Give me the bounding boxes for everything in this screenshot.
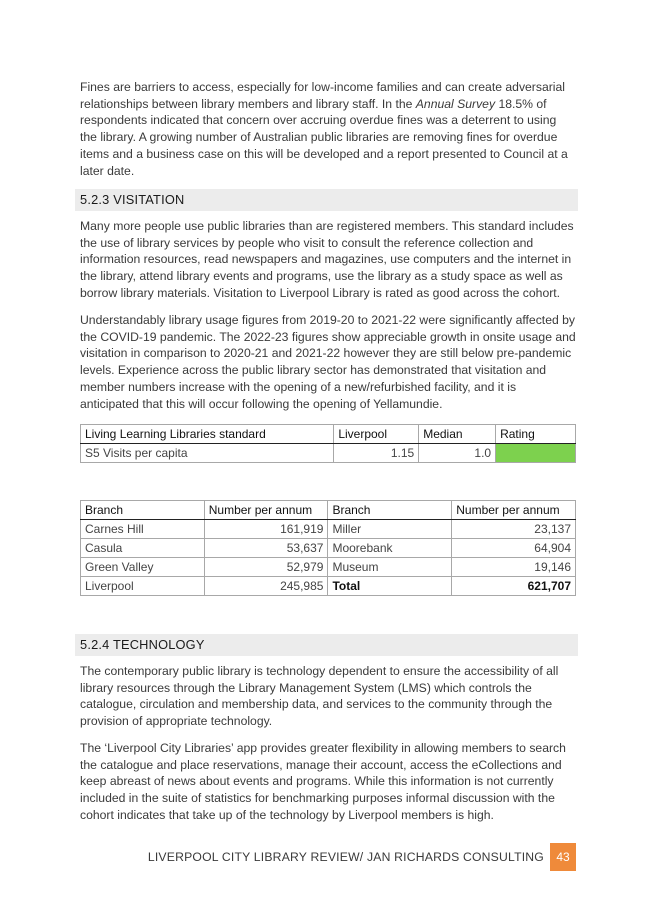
branch-number: 64,904	[452, 539, 576, 558]
liverpool-value: 1.15	[334, 444, 419, 463]
annual-survey-title: Annual Survey	[415, 96, 496, 111]
technology-paragraph-2: The ‘Liverpool City Libraries’ app provides greater flexibility in allowing members to search the catalogue and place reservations, manage their account, access the eCollections and keep abreast of news about events and programs. While this information is not currently included in the suite of statistics for benchmarking purposes informal discussion with the cohort indicates that take up of the technology by Liverpool members is high.	[80, 741, 566, 822]
header-branch-1: Branch	[81, 501, 205, 520]
branch-name: Carnes Hill	[81, 520, 205, 539]
branch-name: Green Valley	[81, 558, 205, 577]
table-row	[81, 558, 576, 577]
total-label: Total	[328, 577, 452, 596]
standard-name: S5 Visits per capita	[81, 444, 334, 463]
table-row	[81, 520, 576, 539]
header-rating: Rating	[496, 425, 576, 444]
standard-table-header	[81, 425, 576, 444]
branch-name: Museum	[328, 558, 452, 577]
total-value: 621,707	[452, 577, 576, 596]
technology-heading: 5.2.4 TECHNOLOGY	[75, 634, 578, 656]
header-number-2: Number per annum	[452, 501, 576, 520]
branch-number: 52,979	[204, 558, 328, 577]
table-row	[81, 539, 576, 558]
branch-table-header	[81, 501, 576, 520]
fines-text-after: 18.5% of respondents indicated that concern over accruing overdue fines was a deterrent to using the library. A growing number of Australian public libraries are removing fines for overdue items and a business case on this will be developed and a report presented to Council at a later date.	[80, 96, 568, 178]
median-value: 1.0	[419, 444, 496, 463]
fines-paragraph	[80, 79, 576, 179]
branch-name: Casula	[81, 539, 205, 558]
header-median: Median	[419, 425, 496, 444]
branch-number: 245,985	[204, 577, 328, 596]
visitation-paragraph-2: Understandably library usage figures from 2019-20 to 2021-22 were significantly affected by the COVID-19 pandemic. The 2022-23 figures show appreciable growth in onsite usage and visitation in comparison to 2020-21 and 2021-22 however they are still below pre-pandemic levels. Experience across the public library sector has demonstrated that visitation and member numbers increase with the opening of a new/refurbished facility, and it is anticipated that this will occur following the opening of Yellamundie.	[80, 313, 576, 411]
fines-text-before: Fines are barriers to access, especially for low-income families and can create adversarial relationships between library members and library staff. In the	[80, 80, 565, 111]
header-branch-2: Branch	[328, 501, 452, 520]
technology-paragraph-1: The contemporary public library is technology dependent to ensure the accessibility of all library resources through the Library Management System (LMS) which controls the catalogue, circulation and membership data, and services to the community through the provision of appropriate technology.	[80, 664, 559, 729]
branch-number: 19,146	[452, 558, 576, 577]
header-standard: Living Learning Libraries standard	[81, 425, 334, 444]
visitation-heading: 5.2.3 VISITATION	[75, 189, 578, 211]
branch-table	[80, 500, 576, 596]
table-row	[81, 444, 576, 463]
branch-number: 53,637	[204, 539, 328, 558]
header-number-1: Number per annum	[204, 501, 328, 520]
table-row	[81, 577, 576, 596]
rating-cell	[496, 444, 576, 463]
branch-number: 161,919	[204, 520, 328, 539]
branch-name: Moorebank	[328, 539, 452, 558]
footer-title: LIVERPOOL CITY LIBRARY REVIEW/ JAN RICHARDS CONSULTING	[147, 850, 544, 864]
branch-number: 23,137	[452, 520, 576, 539]
page-number: 43	[550, 843, 576, 871]
header-liverpool: Liverpool	[334, 425, 419, 444]
branch-name: Liverpool	[81, 577, 205, 596]
visitation-paragraph-1: Many more people use public libraries than are registered members. This standard includes the use of library services by people who visit to consult the reference collection and information resources, read newspapers and magazines, use computers and the internet in the library, attend library events and programs, use the library as a study space as well as borrow library materials. Visitation to Liverpool Library is rated as good across the cohort.	[80, 219, 574, 300]
standard-table	[80, 424, 576, 463]
branch-name: Miller	[328, 520, 452, 539]
